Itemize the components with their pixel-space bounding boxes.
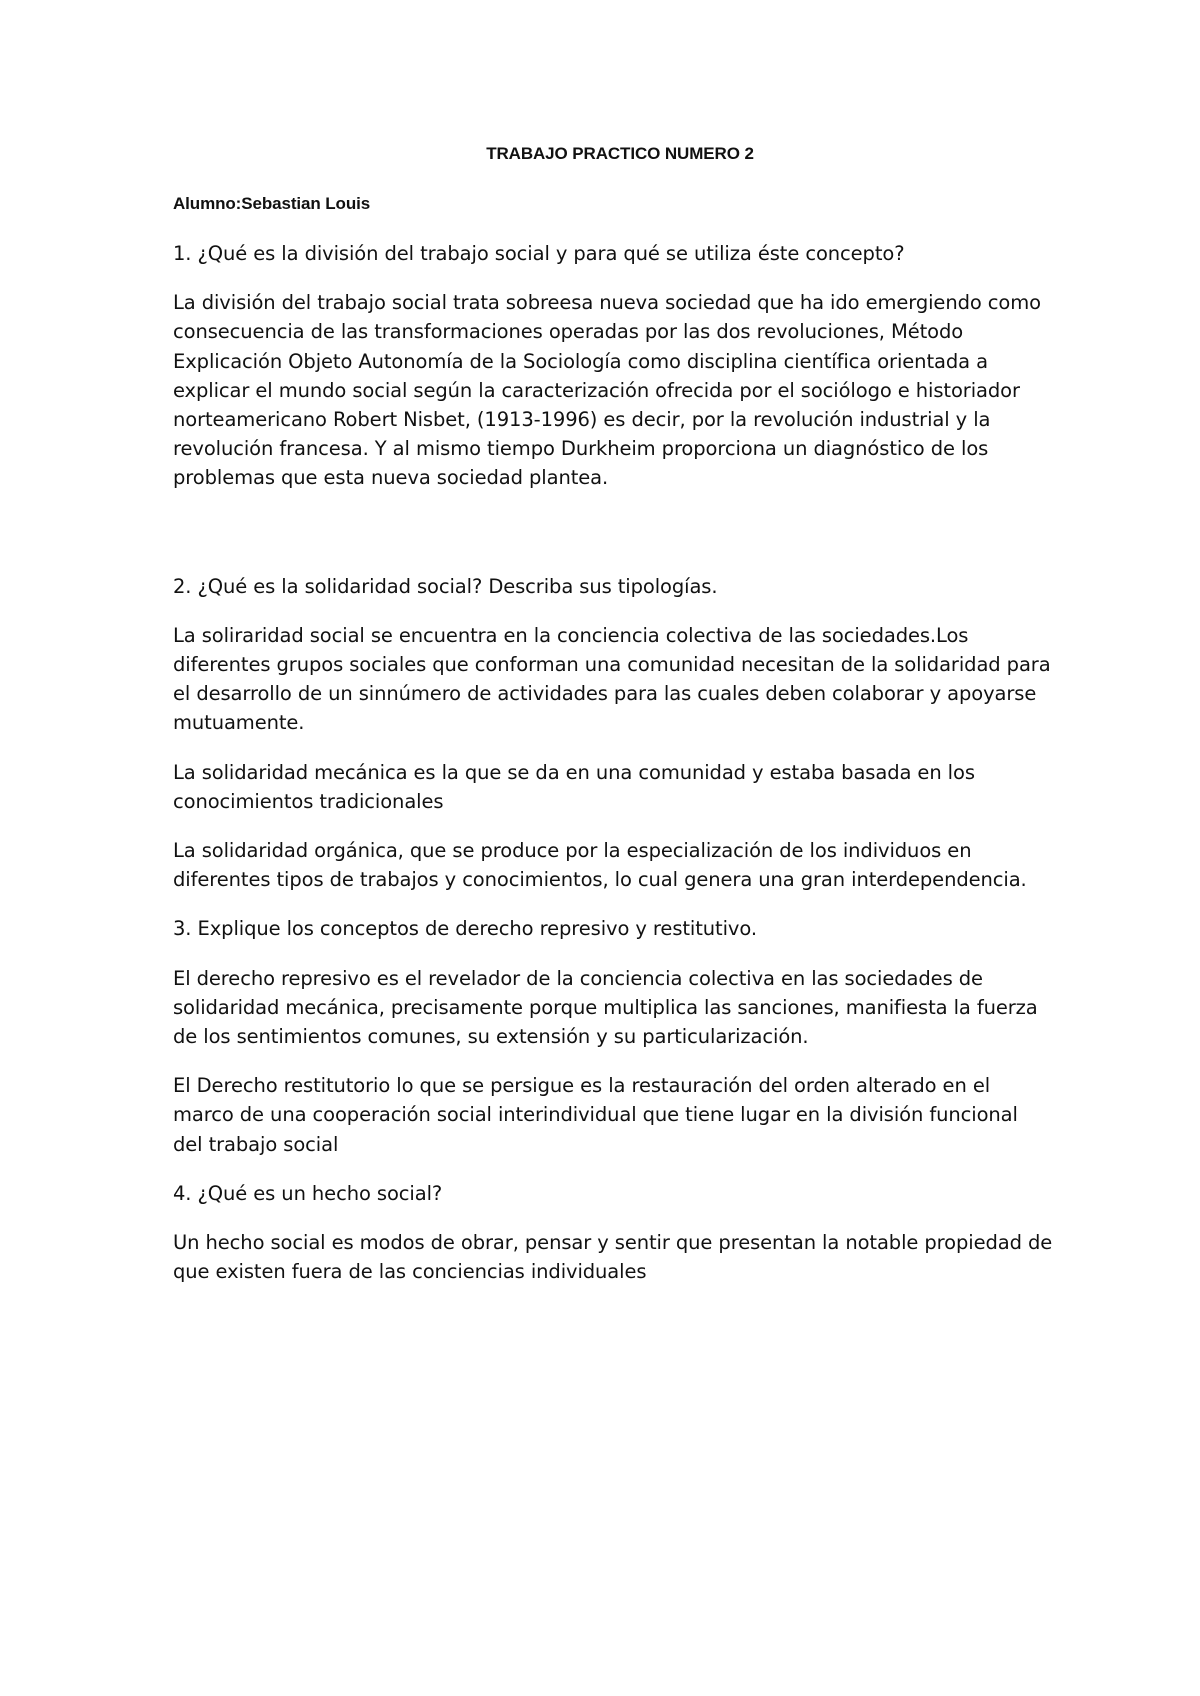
question-4: 4. ¿Qué es un hecho social? [173,1181,443,1205]
answer-1-paragraph-1: La división del trabajo social trata sobreesa nueva sociedad que ha ido emergiendo como consecuencia de las transformaciones operadas por las dos revoluciones, Método Explicación Objeto Autonomía de la Sociología como disciplina científica orientada a explicar el mundo social según la caracterización ofrecida por el sociólogo e historiador norteamericano Robert Nisbet, (1913-1996) es decir, por la revolución industrial y la revolución francesa. Y al mismo tiempo Durkheim proporciona un diagnóstico de los problemas que esta nueva sociedad plantea. [173,291,1041,490]
answer-3-paragraph-2: El Derecho restitutorio lo que se persigue es la restauración del orden alterado en el marco de una cooperación social interindividual que tiene lugar en la división funcional del trabajo social [173,1074,1018,1156]
answer-2-paragraph-1: La soliraridad social se encuentra en la conciencia colectiva de las sociedades.Los diferentes grupos sociales que conforman una comunidad necesitan de la solidaridad para el desarrollo de un sinnúmero de actividades para las cuales deben colaborar y apoyarse mutuamente. [173,623,1051,735]
answer-2-paragraph-3: La solidaridad orgánica, que se produce por la especialización de los individuos en diferentes tipos de trabajos y conocimientos, lo cual genera una gran interdependencia. [173,839,1027,892]
document-body [173,139,1053,1306]
question-2: 2. ¿Qué es la solidaridad social? Describa sus tipologías. [173,574,718,598]
answer-4-paragraph-1: Un hecho social es modos de obrar, pensar y sentir que presentan la notable propiedad de que existen fuera de las conciencias individuales [173,1231,1053,1284]
answer-3-paragraph-1: El derecho represivo es el revelador de la conciencia colectiva en las sociedades de solidaridad mecánica, precisamente porque multiplica las sanciones, manifiesta la fuerza de los sentimientos comunes, su extensión y su particularización. [173,966,1038,1049]
question-3: 3. Explique los conceptos de derecho represivo y restitutivo. [173,917,757,941]
question-1: 1. ¿Qué es la división del trabajo social y para qué se utiliza éste concepto? [173,242,905,265]
document-title: TRABAJO PRACTICO NUMERO 2 [486,144,754,163]
answer-2-paragraph-2: La solidaridad mecánica es la que se da en una comunidad y estaba basada en los conocimientos tradicionales [173,760,975,813]
student-name: Alumno:Sebastian Louis [173,194,371,213]
